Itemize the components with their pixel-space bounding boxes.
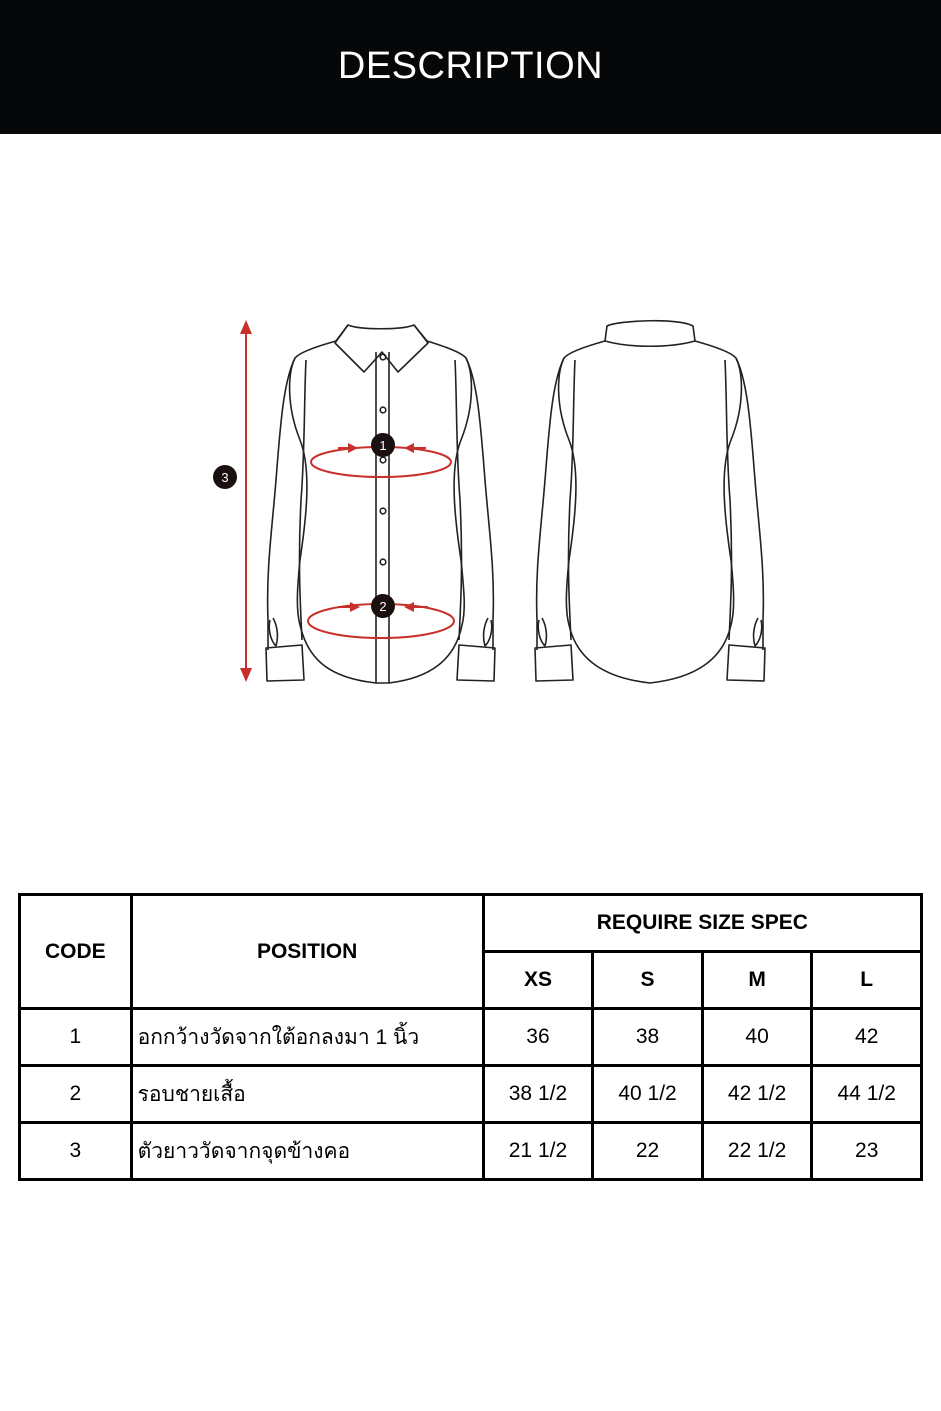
row-position: รอบชายเสื้อ (131, 1066, 483, 1123)
shirt-front-drawing (266, 325, 495, 683)
row-value-l: 44 1/2 (812, 1066, 922, 1123)
shirt-measurement-diagram (0, 134, 941, 834)
marker-1 (371, 433, 395, 457)
size-header-xs: XS (483, 952, 593, 1009)
marker-2 (371, 594, 395, 618)
svg-text:1: 1 (379, 438, 387, 453)
table-row (20, 1009, 922, 1066)
table-row (20, 1066, 922, 1123)
row-value-m: 42 1/2 (702, 1066, 812, 1123)
row-code: 3 (20, 1123, 132, 1180)
page-title: DESCRIPTION (337, 44, 604, 87)
row-value-m: 22 1/2 (702, 1123, 812, 1180)
header-bar (0, 0, 941, 134)
marker-3 (213, 465, 237, 489)
row-position: อกกว้างวัดจากใต้อกลงมา 1 นิ้ว (131, 1009, 483, 1066)
code-header: CODE (20, 895, 132, 1009)
row-value-m: 40 (702, 1009, 812, 1066)
row-code: 1 (20, 1009, 132, 1066)
row-value-l: 42 (812, 1009, 922, 1066)
shirt-back-drawing (535, 321, 765, 683)
size-spec-table (18, 893, 923, 1181)
row-value-xs: 21 1/2 (483, 1123, 593, 1180)
row-value-s: 40 1/2 (593, 1066, 703, 1123)
row-position: ตัวยาววัดจากจุดข้างคอ (131, 1123, 483, 1180)
table-header-row (20, 895, 922, 952)
svg-text:2: 2 (379, 599, 387, 614)
row-value-xs: 36 (483, 1009, 593, 1066)
row-code: 2 (20, 1066, 132, 1123)
size-header-m: M (702, 952, 812, 1009)
table-row (20, 1123, 922, 1180)
size-header-l: L (812, 952, 922, 1009)
svg-text:3: 3 (221, 470, 229, 485)
row-value-s: 38 (593, 1009, 703, 1066)
row-value-s: 22 (593, 1123, 703, 1180)
size-header-s: S (593, 952, 703, 1009)
row-value-l: 23 (812, 1123, 922, 1180)
length-arrow (240, 320, 252, 682)
row-value-xs: 38 1/2 (483, 1066, 593, 1123)
position-header: POSITION (131, 895, 483, 1009)
spec-group-header: REQUIRE SIZE SPEC (483, 895, 921, 952)
